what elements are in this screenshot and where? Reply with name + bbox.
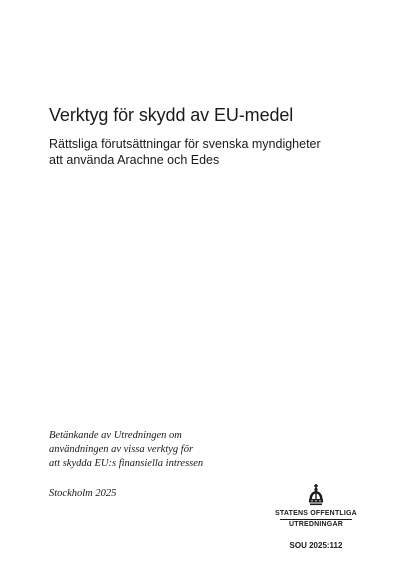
- committee-line: Betänkande av Utredningen om: [49, 430, 182, 441]
- committee-line: användningen av vissa verktyg för: [49, 444, 194, 455]
- publisher-line-2: UTREDNINGAR: [289, 521, 343, 528]
- subtitle-line: Rättsliga förutsättningar för svenska myndigheter: [49, 137, 321, 151]
- document-subtitle: [49, 136, 321, 168]
- publisher-line-1: STATENS OFFENTLIGA: [275, 510, 357, 517]
- publisher-name: [272, 510, 360, 529]
- series-number: SOU 2025:112: [289, 541, 343, 550]
- crown-icon: [308, 484, 324, 506]
- committee-statement: [49, 429, 203, 471]
- publisher-divider: [280, 519, 352, 520]
- document-title: Verktyg för skydd av EU-medel: [49, 105, 294, 125]
- publisher-logo: [272, 484, 360, 534]
- place-and-year: Stockholm 2025: [49, 488, 117, 499]
- committee-line: att skydda EU:s finansiella intressen: [49, 458, 204, 469]
- subtitle-line: att använda Arachne och Edes: [49, 153, 220, 167]
